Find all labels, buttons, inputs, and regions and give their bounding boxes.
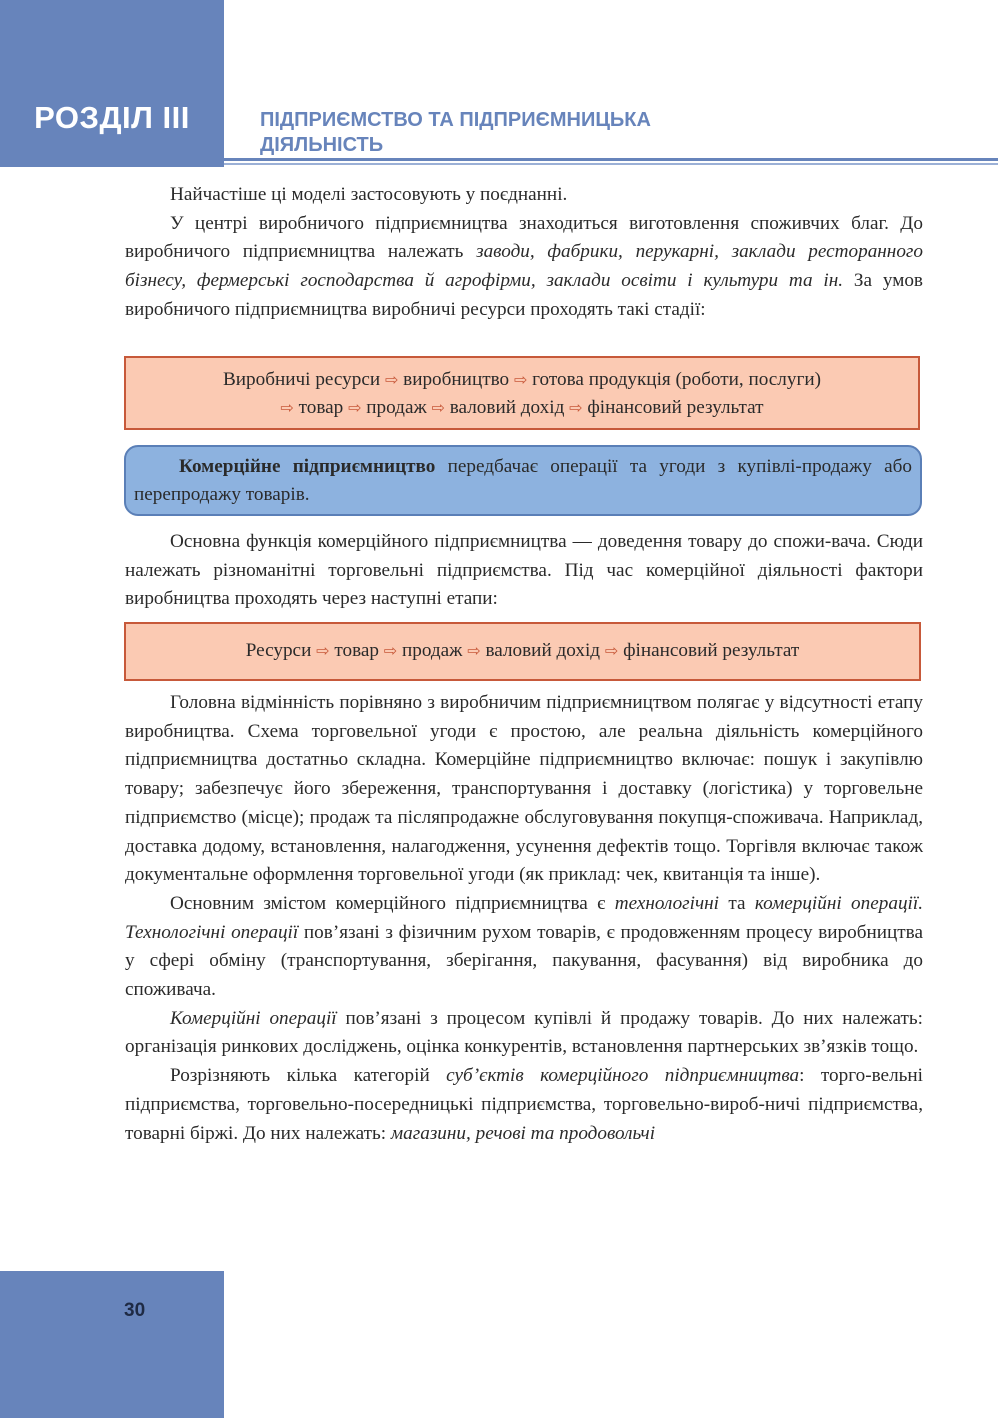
flow-step: Ресурси	[245, 640, 312, 661]
paragraph	[125, 1005, 923, 1062]
paragraph-text: пов’язані з процесом купівлі й продажу товарів. До них належать: організація ринкових досліджень, оцінка конкурентів, встановлення партнерських зв’язків тощо.	[125, 1007, 924, 1058]
paragraph	[125, 1062, 923, 1148]
arrow-right-icon: ⇨	[604, 641, 619, 660]
body-text	[125, 689, 923, 1148]
page-number: 30	[124, 1300, 146, 1321]
paragraph	[125, 689, 923, 890]
middle-text	[125, 528, 923, 614]
section-banner	[0, 0, 224, 167]
paragraph-text: Основна функція комерційного підприємництва — доведення товару до спожи-вача. Сюди належать різноманітні торговельні підприємства. Під час комерційної діяльності фактори виробництва проходять через наступні етапи:	[125, 531, 923, 610]
definition-term: Комерційне підприємництво	[179, 456, 436, 477]
flow-step: фінансовий результат	[623, 640, 800, 661]
definition-box	[124, 445, 922, 516]
flow-step: виробництво	[403, 369, 510, 390]
emphasis-text: заводи, фабрики, перукарні, заклади ресторанного бізнесу, фермерські господарства й агрофірми, заклади освіти і культури та ін.	[125, 241, 923, 292]
flow-step: Виробничі ресурси	[222, 369, 381, 390]
paragraph-text: У центрі виробничого підприємництва знаходиться виготовлення споживчих благ. До виробничого підприємництва належать	[125, 212, 923, 263]
commercial-flow-box	[124, 622, 921, 681]
flow-step: готова продукція (роботи, послуги)	[532, 369, 822, 390]
paragraph-text: Головна відмінність порівняно з виробничим підприємництвом полягає у відсутності етапу виробництва. Схема торговельної угоди є простою, але реальна діяльність комерційного підприємництва достатньо складна. Комерційне підприємництво включає: пошук і закупівлю товару; забезпечує його збереження, транспортування і доставку (логістика) у торговельне підприємство (місце); продаж та післяпродажне обслуговування покупця-споживача. Наприклад, доставка додому, встановлення, налагодження, усунення дефектів тощо. Торгівля включає також документальне оформлення торговельної угоди (як приклад: чек, квитанція та інше).	[125, 692, 923, 886]
flow-step: товар	[334, 640, 379, 661]
paragraph	[125, 890, 923, 1005]
paragraph-text: та	[719, 892, 755, 914]
chapter-title-line-2: ДІЯЛЬНІСТЬ	[260, 134, 384, 156]
emphasis-text: комерційні операції. Технологічні операції	[125, 892, 924, 943]
flow-step: валовий дохід	[449, 397, 565, 418]
paragraph-text: Основним змістом комерційного підприємництва є	[170, 892, 615, 914]
arrow-right-icon: ⇨	[569, 398, 583, 417]
arrow-right-icon: ⇨	[348, 398, 362, 417]
intro-text	[125, 181, 923, 325]
paragraph	[125, 210, 923, 325]
footer-banner	[0, 1271, 224, 1418]
arrow-right-icon: ⇨	[384, 370, 399, 389]
header-rule	[224, 158, 998, 161]
arrow-right-icon: ⇨	[431, 398, 445, 417]
paragraph-text: Розрізняють кілька категорій	[170, 1065, 447, 1087]
section-label: РОЗДІЛ ІІІ	[34, 100, 190, 135]
definition-body: передбачає операції та угоди з купівлі-продажу або перепродажу товарів.	[134, 456, 912, 505]
paragraph	[125, 528, 923, 614]
production-flow-box	[124, 356, 920, 430]
paragraph-text: пов’язані з фізичним рухом товарів, є продовженням процесу виробництва у сфері обміну (транспортування, зберігання, пакування, фасування) від виробника до споживача.	[125, 921, 923, 1001]
paragraph-text: За умов виробничого підприємництва виробничі ресурси проходять такі стадії:	[125, 270, 923, 320]
arrow-right-icon: ⇨	[383, 641, 398, 660]
arrow-right-icon: ⇨	[280, 398, 294, 417]
flow-step: продаж	[402, 640, 463, 661]
paragraph	[125, 181, 923, 210]
emphasis-text: суб’єктів комерційного підприємництва	[446, 1065, 800, 1087]
arrow-right-icon: ⇨	[467, 641, 481, 660]
flow-step: фінансовий результат	[587, 397, 764, 418]
definition-text	[134, 453, 912, 509]
chapter-title-line-1: ПІДПРИЄМСТВО ТА ПІДПРИЄМНИЦЬКА	[260, 109, 651, 131]
paragraph-text: : торго-вельні підприємства, торговельно-посередницькі підприємства, торговельно-вироб-ничі підприємства, товарні біржі. До них належать:	[125, 1065, 923, 1144]
header-rule-thin	[224, 163, 998, 165]
chapter-title	[260, 108, 820, 158]
arrow-right-icon: ⇨	[513, 370, 528, 389]
emphasis-text: технологічні	[614, 892, 720, 914]
flow-step: продаж	[366, 397, 427, 418]
flow-line-1	[126, 366, 918, 394]
arrow-right-icon: ⇨	[316, 641, 330, 660]
flow-step: валовий дохід	[485, 640, 601, 661]
emphasis-text: магазини, речові та продовольчі	[390, 1122, 656, 1144]
flow-step: товар	[298, 397, 344, 418]
paragraph-text: Найчастіше ці моделі застосовують у поєднанні.	[170, 184, 568, 205]
emphasis-text: Комерційні операції	[170, 1007, 337, 1029]
flow-line-2	[126, 394, 918, 422]
